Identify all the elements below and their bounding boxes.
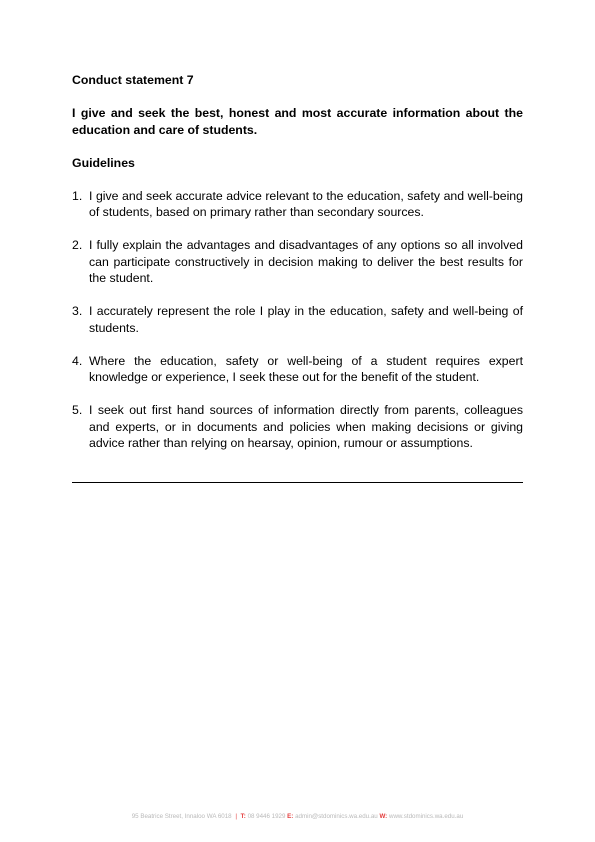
guideline-text: Where the education, safety or well-being of a student requires expert knowledge or experience, I seek these out for the benefit of the student. [89, 353, 523, 384]
footer-email-label: E: [287, 813, 294, 820]
guidelines-list [72, 188, 523, 452]
guideline-number: 1. [72, 188, 83, 203]
footer-web-label: W: [379, 813, 388, 820]
guideline-item [72, 188, 523, 221]
guideline-text: I give and seek accurate advice relevant to the education, safety and well-being of students, based on primary rather than secondary sources. [89, 188, 523, 219]
footer-web[interactable]: www.stdominics.wa.edu.au [388, 813, 464, 820]
footer-address: 95 Beatrice Street, Innaloo WA 6018 [131, 813, 232, 820]
footer-phone-label: T: [240, 813, 246, 820]
footer-email[interactable]: admin@stdominics.wa.edu.au [295, 813, 378, 820]
guideline-item [72, 402, 523, 452]
guidelines-heading: Guidelines [72, 155, 135, 170]
conduct-statement-heading: Conduct statement 7 [72, 73, 194, 87]
footer-separator: | [235, 813, 237, 820]
guideline-text: I accurately represent the role I play in the education, safety and well-being of students. [89, 304, 523, 335]
guideline-number: 2. [72, 238, 83, 252]
footer-phone: 08 9446 1929 [247, 813, 286, 820]
guideline-number: 5. [72, 403, 83, 417]
guideline-text: I seek out first hand sources of information directly from parents, colleagues and experts, or in documents and policies when making decisions or giving advice rather than relying on hearsay, opinion, rumour or assumptions. [89, 403, 523, 450]
guideline-item [72, 237, 523, 287]
guideline-number: 4. [72, 353, 83, 368]
guideline-number: 3. [72, 304, 83, 318]
guideline-item [72, 353, 523, 386]
guideline-item [72, 303, 523, 336]
document-body [72, 72, 523, 468]
horizontal-rule [72, 482, 523, 483]
conduct-statement-text: I give and seek the best, honest and most accurate information about the education and care of students. [72, 106, 523, 137]
page-footer [0, 813, 595, 821]
guideline-text: I fully explain the advantages and disadvantages of any options so all involved can participate constructively in decision making to deliver the best results for the student. [89, 238, 523, 285]
